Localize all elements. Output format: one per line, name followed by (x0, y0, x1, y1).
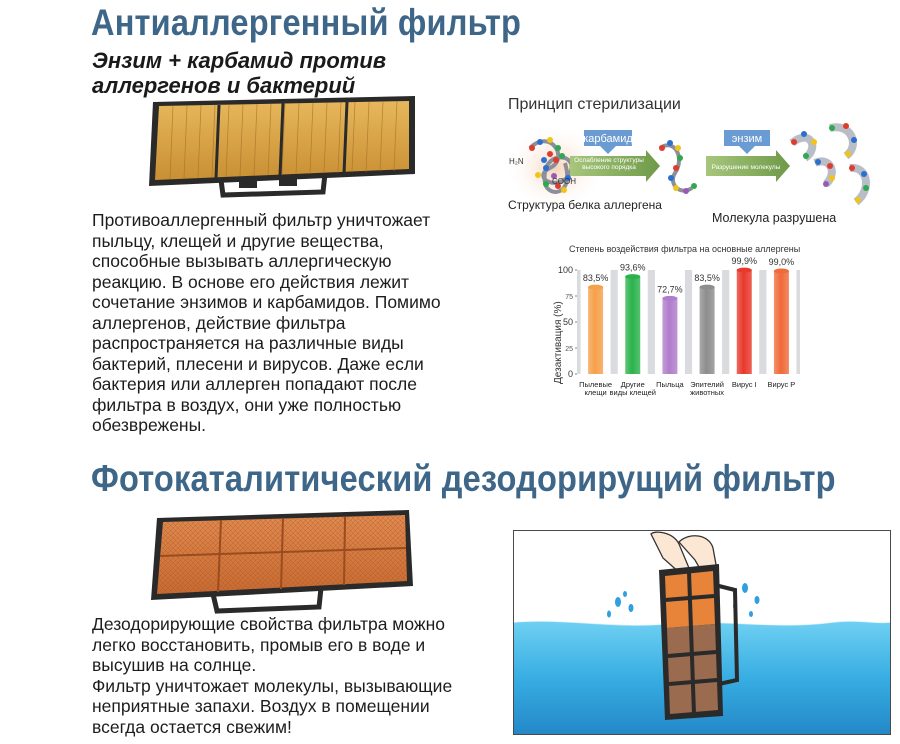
chart-bar-cap (588, 285, 603, 290)
sterilization-title: Принцип стерилизации (508, 96, 681, 113)
photocatalytic-title: Фотокаталитический дезодорирущий фильтр (91, 458, 836, 499)
desc-line: способные вызывать аллергическую (92, 251, 392, 271)
desc-line: бактерий, плесени и вирусов. Даже если (92, 353, 424, 374)
unfolded-protein (659, 140, 697, 194)
desc-line: Дезодорирующие свойства фильтра можно (92, 614, 445, 634)
chart-bar (588, 287, 603, 374)
chart-y-tick-label: 50 (562, 317, 573, 327)
desc-line: пыльцу, клещей и другие вещества, (92, 230, 384, 251)
chart-bar-cap (700, 285, 715, 290)
desc-line: всегда остается свежим! (92, 716, 292, 737)
chart-bar-cap (662, 296, 677, 301)
chart-category-label: Вирус P (767, 380, 796, 389)
chart-category-label: Вирус I (731, 380, 757, 389)
protein-caption: Структура белка аллергена (508, 198, 662, 212)
chart-bar (700, 287, 715, 374)
chart-bar (662, 298, 677, 374)
destroyed-caption: Молекула разрушена (712, 211, 837, 225)
chart-y-tick-label: 75 (565, 294, 573, 301)
enzyme-action-label: Разрушение молекулы (711, 164, 781, 171)
antiallergen-filter-image (143, 94, 421, 198)
chart-y-tick-label: 0 (567, 369, 573, 379)
chart-bar (625, 277, 640, 374)
chart-value-label: 99,9% (731, 256, 758, 267)
chart-category-label: животных (690, 388, 725, 397)
chart-value-label: 93,6% (619, 262, 646, 273)
desc-line: обезврежены. (92, 415, 207, 435)
chart-value-label: 72,7% (657, 284, 683, 295)
chart-bar-cap (625, 274, 640, 279)
desc-line: фильтра в воздух, они уже полностью (92, 394, 402, 415)
urea-label: карбамид (583, 133, 633, 145)
desc-line: сочетание энзимов и карбамидов. Помимо (92, 292, 441, 312)
sterilization-diagram (500, 118, 895, 230)
chart-y-axis-label: Дезактивация (%) (553, 301, 564, 384)
chart-y-tick-label: 100 (557, 265, 573, 275)
desc-line: реакцию. В основе его действия лежит (92, 271, 410, 292)
urea-action-label: Ослабление структуры высокого порядка (574, 157, 644, 171)
chart-value-label: 83,5% (694, 273, 720, 284)
chart-category-label: Другие (620, 380, 645, 389)
subtitle-line-2: аллергенов и бактерий (92, 73, 356, 98)
desc-line: легко восстановить, промыв его в воде и (92, 634, 426, 655)
desc-line: Противоаллергенный фильтр уничтожает (92, 210, 431, 230)
chart-category-label: Эпителий (690, 380, 724, 389)
chart-category-label: Пыльца (656, 380, 684, 389)
antiallergen-subtitle (92, 48, 386, 98)
photocatalytic-filter-image (143, 508, 421, 614)
desc-line: аллергенов, действие фильтра (92, 312, 346, 333)
chart-category-label: Пылевые (579, 380, 613, 389)
photocatalytic-description (92, 614, 452, 737)
desc-line: бактерия или аллерген попадают после (92, 374, 417, 394)
chart-bar (737, 270, 752, 374)
chart-y-tick-label: 25 (565, 346, 573, 353)
chart-title: Степень воздействия фильтра на основные аллергены (569, 244, 801, 254)
broken-molecule (791, 123, 869, 203)
antiallergen-description (92, 210, 441, 436)
subtitle-line-1: Энзим + карбамид против (92, 48, 387, 73)
chart-value-label: 99,0% (768, 257, 795, 268)
enzyme-arrow (706, 130, 790, 182)
chart-bar-cap (737, 268, 752, 273)
enzyme-label: энзим (731, 133, 763, 145)
desc-line: распространяется на различные виды (92, 333, 404, 353)
urea-arrow (570, 130, 660, 182)
cooh-label: COOH (552, 177, 576, 186)
chart-value-label: 83,5% (582, 273, 609, 284)
filter-washing-illustration (513, 530, 891, 735)
chart-bar (774, 271, 789, 374)
desc-line: высушив на солнце. (92, 655, 257, 675)
chart-category-label: клещи (584, 388, 607, 397)
desc-line: Фильтр уничтожает молекулы, вызывающие (92, 675, 453, 696)
chart-category-label: виды клещей (609, 388, 656, 397)
desc-line: неприятные запахи. Воздух в помещении (92, 696, 430, 716)
h2n-label: H₂N (509, 157, 524, 166)
chart-bar-cap (774, 269, 789, 274)
antiallergen-title: Антиаллергенный фильтр (91, 2, 522, 43)
allergen-chart (548, 256, 808, 414)
